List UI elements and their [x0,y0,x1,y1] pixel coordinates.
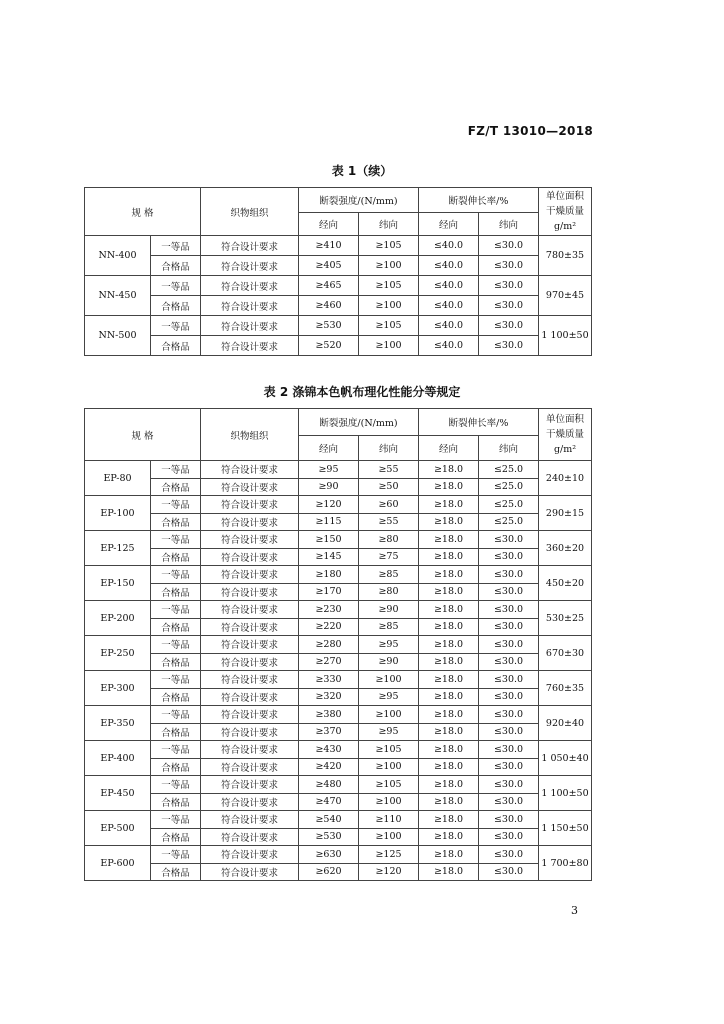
spec-cell: EP-250 [85,636,151,671]
table-row [85,601,592,619]
header-strength-warp: 经向 [299,436,359,461]
strength-weft-cell: ≥80 [359,531,419,549]
weave-cell: 符合设计要求 [201,583,299,601]
strength-weft-cell: ≥100 [359,758,419,776]
header-elongation-weft: 纬向 [479,213,539,236]
table-row [85,583,592,601]
strength-warp-cell: ≥420 [299,758,359,776]
strength-weft-cell: ≥100 [359,296,419,316]
table2-caption: 表 2 涤锦本色帆布理化性能分等规定 [263,385,461,399]
table-row [85,236,592,256]
elongation-warp-cell: ≥18.0 [419,793,479,811]
grade-cell: 一等品 [151,706,201,724]
elongation-weft-cell: ≤30.0 [479,688,539,706]
strength-warp-cell: ≥115 [299,513,359,531]
table-row [85,256,592,276]
elongation-warp-cell: ≥18.0 [419,513,479,531]
strength-weft-cell: ≥100 [359,828,419,846]
strength-warp-cell: ≥470 [299,793,359,811]
strength-warp-cell: ≥530 [299,316,359,336]
table-row [85,336,592,356]
elongation-warp-cell: ≥18.0 [419,863,479,881]
mass-cell: 670±30 [539,636,592,671]
strength-weft-cell: ≥50 [359,478,419,496]
elongation-weft-cell: ≤30.0 [479,863,539,881]
elongation-warp-cell: ≤40.0 [419,316,479,336]
strength-warp-cell: ≥540 [299,811,359,829]
table-row [85,811,592,829]
elongation-warp-cell: ≥18.0 [419,758,479,776]
grade-cell: 一等品 [151,531,201,549]
table-row [85,863,592,881]
table1 [84,187,592,356]
table-row [85,566,592,584]
strength-warp-cell: ≥90 [299,478,359,496]
strength-weft-cell: ≥100 [359,256,419,276]
header-mass-mass_line2: 干燥质量 [546,429,585,440]
spec-cell: EP-80 [85,461,151,496]
strength-weft-cell: ≥85 [359,566,419,584]
strength-warp-cell: ≥405 [299,256,359,276]
header-mass-mass_line3: g/m² [553,221,577,232]
grade-cell: 合格品 [151,793,201,811]
strength-weft-cell: ≥95 [359,688,419,706]
elongation-warp-cell: ≥18.0 [419,636,479,654]
weave-cell: 符合设计要求 [201,688,299,706]
spec-cell: EP-200 [85,601,151,636]
elongation-warp-cell: ≤40.0 [419,236,479,256]
elongation-weft-cell: ≤30.0 [479,276,539,296]
weave-cell: 符合设计要求 [201,513,299,531]
strength-warp-cell: ≥180 [299,566,359,584]
table-row [85,776,592,794]
elongation-weft-cell: ≤30.0 [479,336,539,356]
spec-cell: EP-450 [85,776,151,811]
grade-cell: 一等品 [151,671,201,689]
elongation-warp-cell: ≥18.0 [419,706,479,724]
grade-cell: 一等品 [151,236,201,256]
strength-warp-cell: ≥410 [299,236,359,256]
elongation-weft-cell: ≤30.0 [479,583,539,601]
weave-cell: 符合设计要求 [201,548,299,566]
grade-cell: 一等品 [151,811,201,829]
mass-cell: 970±45 [539,276,592,316]
elongation-warp-cell: ≥18.0 [419,776,479,794]
mass-cell: 760±35 [539,671,592,706]
weave-cell: 符合设计要求 [201,863,299,881]
weave-cell: 符合设计要求 [201,811,299,829]
weave-cell: 符合设计要求 [201,793,299,811]
table-row [85,496,592,514]
weave-cell: 符合设计要求 [201,496,299,514]
table-row [85,636,592,654]
strength-weft-cell: ≥105 [359,236,419,256]
elongation-warp-cell: ≥18.0 [419,653,479,671]
weave-cell: 符合设计要求 [201,741,299,759]
elongation-weft-cell: ≤30.0 [479,618,539,636]
grade-cell: 一等品 [151,776,201,794]
header-weave: 织物组织 [201,188,299,236]
elongation-weft-cell: ≤30.0 [479,316,539,336]
grade-cell: 合格品 [151,653,201,671]
weave-cell: 符合设计要求 [201,618,299,636]
table-row [85,316,592,336]
header-elongation: 断裂伸长率/% [419,188,539,213]
table-row [85,478,592,496]
strength-weft-cell: ≥90 [359,601,419,619]
strength-weft-cell: ≥95 [359,636,419,654]
elongation-warp-cell: ≥18.0 [419,478,479,496]
table-row [85,296,592,316]
strength-warp-cell: ≥380 [299,706,359,724]
weave-cell: 符合设计要求 [201,296,299,316]
strength-warp-cell: ≥630 [299,846,359,864]
header-elongation: 断裂伸长率/% [419,409,539,436]
header-mass [539,188,592,236]
strength-warp-cell: ≥320 [299,688,359,706]
elongation-weft-cell: ≤30.0 [479,811,539,829]
elongation-weft-cell: ≤30.0 [479,601,539,619]
strength-warp-cell: ≥430 [299,741,359,759]
table-row [85,828,592,846]
elongation-weft-cell: ≤30.0 [479,776,539,794]
header-strength: 断裂强度/(N/mm) [299,409,419,436]
spec-cell: EP-300 [85,671,151,706]
grade-cell: 合格品 [151,688,201,706]
elongation-weft-cell: ≤30.0 [479,741,539,759]
page-number: 3 [571,904,578,917]
mass-cell: 1 050±40 [539,741,592,776]
mass-cell: 240±10 [539,461,592,496]
grade-cell: 合格品 [151,618,201,636]
grade-cell: 合格品 [151,548,201,566]
weave-cell: 符合设计要求 [201,776,299,794]
header-strength: 断裂强度/(N/mm) [299,188,419,213]
elongation-warp-cell: ≥18.0 [419,671,479,689]
elongation-warp-cell: ≤40.0 [419,256,479,276]
strength-warp-cell: ≥480 [299,776,359,794]
elongation-weft-cell: ≤30.0 [479,828,539,846]
weave-cell: 符合设计要求 [201,316,299,336]
strength-weft-cell: ≥105 [359,776,419,794]
strength-weft-cell: ≥100 [359,706,419,724]
strength-warp-cell: ≥220 [299,618,359,636]
elongation-warp-cell: ≥18.0 [419,461,479,479]
weave-cell: 符合设计要求 [201,671,299,689]
grade-cell: 一等品 [151,276,201,296]
weave-cell: 符合设计要求 [201,478,299,496]
strength-weft-cell: ≥80 [359,583,419,601]
grade-cell: 一等品 [151,846,201,864]
elongation-warp-cell: ≥18.0 [419,496,479,514]
grade-cell: 合格品 [151,478,201,496]
weave-cell: 符合设计要求 [201,601,299,619]
weave-cell: 符合设计要求 [201,636,299,654]
grade-cell: 一等品 [151,566,201,584]
strength-warp-cell: ≥280 [299,636,359,654]
strength-weft-cell: ≥120 [359,863,419,881]
spec-cell: EP-350 [85,706,151,741]
mass-cell: 530±25 [539,601,592,636]
strength-weft-cell: ≥75 [359,548,419,566]
elongation-warp-cell: ≤40.0 [419,296,479,316]
strength-warp-cell: ≥520 [299,336,359,356]
spec-cell: EP-400 [85,741,151,776]
table-row [85,618,592,636]
elongation-warp-cell: ≥18.0 [419,548,479,566]
header-strength-weft: 纬向 [359,436,419,461]
elongation-warp-cell: ≤40.0 [419,276,479,296]
elongation-weft-cell: ≤30.0 [479,636,539,654]
strength-warp-cell: ≥230 [299,601,359,619]
mass-cell: 1 100±50 [539,776,592,811]
mass-cell: 780±35 [539,236,592,276]
elongation-weft-cell: ≤30.0 [479,653,539,671]
elongation-warp-cell: ≥18.0 [419,583,479,601]
elongation-weft-cell: ≤30.0 [479,531,539,549]
elongation-warp-cell: ≥18.0 [419,688,479,706]
strength-weft-cell: ≥55 [359,513,419,531]
grade-cell: 一等品 [151,636,201,654]
header-mass [539,409,592,461]
grade-cell: 合格品 [151,256,201,276]
grade-cell: 合格品 [151,828,201,846]
table-row [85,846,592,864]
weave-cell: 符合设计要求 [201,256,299,276]
header-strength-warp: 经向 [299,213,359,236]
elongation-weft-cell: ≤30.0 [479,548,539,566]
grade-cell: 合格品 [151,723,201,741]
mass-cell: 450±20 [539,566,592,601]
mass-cell: 1 100±50 [539,316,592,356]
grade-cell: 合格品 [151,296,201,316]
spec-cell: NN-450 [85,276,151,316]
elongation-warp-cell: ≥18.0 [419,811,479,829]
strength-weft-cell: ≥125 [359,846,419,864]
table-row [85,461,592,479]
weave-cell: 符合设计要求 [201,706,299,724]
strength-weft-cell: ≥55 [359,461,419,479]
elongation-warp-cell: ≤40.0 [419,336,479,356]
strength-weft-cell: ≥105 [359,316,419,336]
grade-cell: 一等品 [151,461,201,479]
table-row [85,758,592,776]
standard-code: FZ/T 13010—2018 [467,124,593,138]
grade-cell: 一等品 [151,316,201,336]
elongation-warp-cell: ≥18.0 [419,828,479,846]
table-row [85,741,592,759]
table-row [85,531,592,549]
strength-weft-cell: ≥90 [359,653,419,671]
elongation-weft-cell: ≤25.0 [479,513,539,531]
elongation-weft-cell: ≤25.0 [479,496,539,514]
table-row [85,671,592,689]
header-weave: 织物组织 [201,409,299,461]
strength-weft-cell: ≥100 [359,336,419,356]
elongation-warp-cell: ≥18.0 [419,601,479,619]
header-mass-mass_line1: 单位面积 [546,191,585,202]
table-row [85,706,592,724]
strength-warp-cell: ≥370 [299,723,359,741]
weave-cell: 符合设计要求 [201,846,299,864]
grade-cell: 合格品 [151,513,201,531]
spec-cell: EP-600 [85,846,151,881]
spec-cell: NN-500 [85,316,151,356]
header-spec: 规 格 [85,409,201,461]
elongation-warp-cell: ≥18.0 [419,723,479,741]
strength-warp-cell: ≥330 [299,671,359,689]
grade-cell: 合格品 [151,863,201,881]
spec-cell: EP-125 [85,531,151,566]
table-row [85,653,592,671]
weave-cell: 符合设计要求 [201,531,299,549]
strength-weft-cell: ≥85 [359,618,419,636]
weave-cell: 符合设计要求 [201,336,299,356]
strength-weft-cell: ≥60 [359,496,419,514]
strength-warp-cell: ≥145 [299,548,359,566]
header-mass-mass_line3: g/m² [553,444,577,455]
spec-cell: EP-500 [85,811,151,846]
strength-warp-cell: ≥120 [299,496,359,514]
weave-cell: 符合设计要求 [201,653,299,671]
strength-warp-cell: ≥465 [299,276,359,296]
grade-cell: 合格品 [151,583,201,601]
table-row [85,723,592,741]
grade-cell: 一等品 [151,601,201,619]
strength-weft-cell: ≥95 [359,723,419,741]
mass-cell: 360±20 [539,531,592,566]
strength-weft-cell: ≥105 [359,276,419,296]
weave-cell: 符合设计要求 [201,566,299,584]
elongation-warp-cell: ≥18.0 [419,846,479,864]
table-row [85,513,592,531]
header-mass-mass_line1: 单位面积 [546,414,585,425]
table-row [85,276,592,296]
table-row [85,688,592,706]
weave-cell: 符合设计要求 [201,276,299,296]
spec-cell: NN-400 [85,236,151,276]
table-row [85,793,592,811]
strength-weft-cell: ≥110 [359,811,419,829]
table2 [84,408,592,881]
weave-cell: 符合设计要求 [201,723,299,741]
elongation-warp-cell: ≥18.0 [419,741,479,759]
grade-cell: 一等品 [151,741,201,759]
weave-cell: 符合设计要求 [201,461,299,479]
header-mass-mass_line2: 干燥质量 [546,206,585,217]
weave-cell: 符合设计要求 [201,828,299,846]
elongation-weft-cell: ≤30.0 [479,256,539,276]
elongation-weft-cell: ≤30.0 [479,723,539,741]
table-row [85,548,592,566]
header-elongation-warp: 经向 [419,213,479,236]
weave-cell: 符合设计要求 [201,236,299,256]
elongation-weft-cell: ≤30.0 [479,671,539,689]
mass-cell: 920±40 [539,706,592,741]
elongation-weft-cell: ≤30.0 [479,793,539,811]
elongation-warp-cell: ≥18.0 [419,566,479,584]
header-spec: 规 格 [85,188,201,236]
header-elongation-warp: 经向 [419,436,479,461]
elongation-weft-cell: ≤30.0 [479,296,539,316]
table1-caption: 表 1（续） [331,164,393,178]
strength-warp-cell: ≥530 [299,828,359,846]
grade-cell: 合格品 [151,758,201,776]
spec-cell: EP-150 [85,566,151,601]
elongation-weft-cell: ≤25.0 [479,461,539,479]
header-strength-weft: 纬向 [359,213,419,236]
strength-weft-cell: ≥100 [359,793,419,811]
spec-cell: EP-100 [85,496,151,531]
elongation-warp-cell: ≥18.0 [419,618,479,636]
header-elongation-weft: 纬向 [479,436,539,461]
grade-cell: 一等品 [151,496,201,514]
strength-warp-cell: ≥170 [299,583,359,601]
elongation-weft-cell: ≤30.0 [479,706,539,724]
mass-cell: 1 150±50 [539,811,592,846]
elongation-weft-cell: ≤30.0 [479,566,539,584]
strength-warp-cell: ≥270 [299,653,359,671]
strength-weft-cell: ≥100 [359,671,419,689]
strength-warp-cell: ≥620 [299,863,359,881]
elongation-weft-cell: ≤25.0 [479,478,539,496]
mass-cell: 1 700±80 [539,846,592,881]
elongation-weft-cell: ≤30.0 [479,758,539,776]
strength-weft-cell: ≥105 [359,741,419,759]
weave-cell: 符合设计要求 [201,758,299,776]
grade-cell: 合格品 [151,336,201,356]
strength-warp-cell: ≥460 [299,296,359,316]
elongation-weft-cell: ≤30.0 [479,236,539,256]
strength-warp-cell: ≥150 [299,531,359,549]
elongation-warp-cell: ≥18.0 [419,531,479,549]
mass-cell: 290±15 [539,496,592,531]
strength-warp-cell: ≥95 [299,461,359,479]
elongation-weft-cell: ≤30.0 [479,846,539,864]
